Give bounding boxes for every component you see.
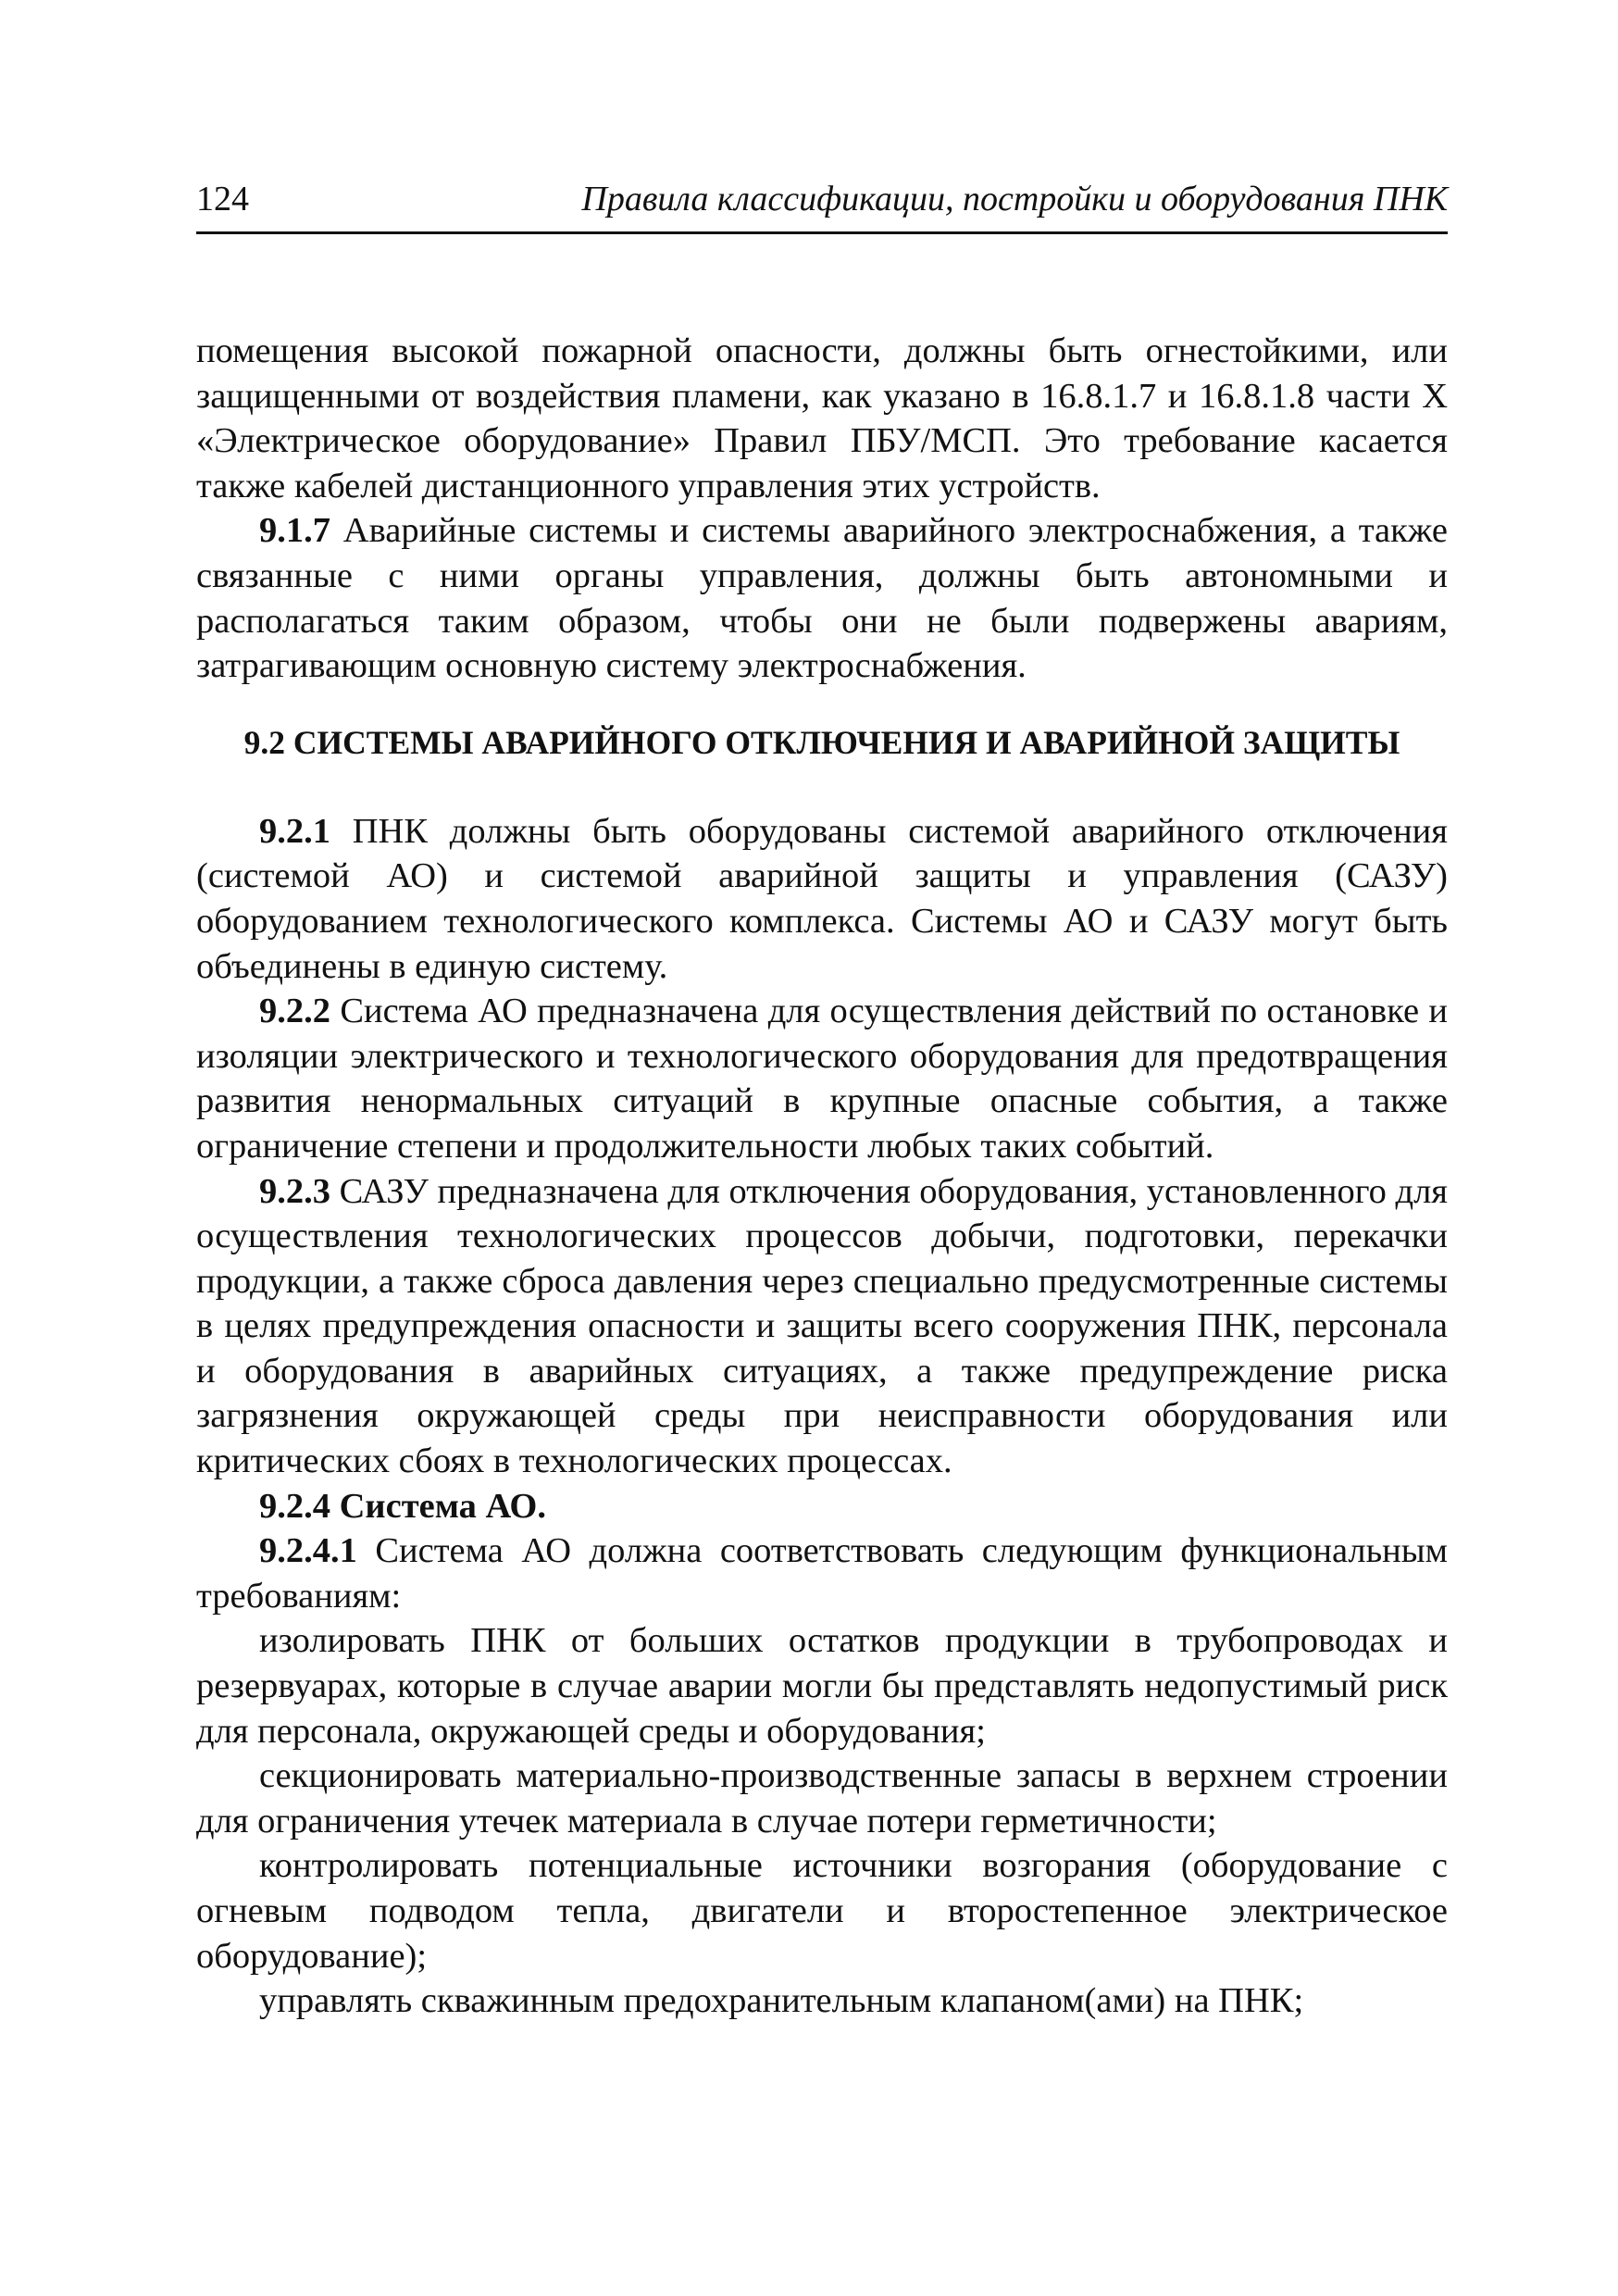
clause-text: Аварийные системы и системы аварийного электроснабжения, а также связанные с ними органы управления, должны быть автономными и располагаться таким образом, чтобы они не были подвержены авариям, затрагивающим основную систему электроснабжения. [196, 511, 1448, 686]
paragraph-9-2-4-1 [196, 1529, 1448, 1618]
paragraph-9-1-7 [196, 508, 1448, 688]
clause-number: 9.2.2 [259, 992, 330, 1031]
requirement-item: контролировать потенциальные источники возгорания (оборудование с огневым подводом тепла, двигатели и второстепенное электрическое оборудование); [196, 1846, 1448, 1976]
clause-text: Система АО должна соответствовать следующим функциональным требованиям: [196, 1531, 1448, 1616]
body-text [196, 329, 1448, 2024]
clause-text: САЗУ предназначена для отключения оборудования, установленного для осуществления технологических процессов добычи, подготовки, перекачки продукции, а также сброса давления через специально предусмотренные системы в целях предупреждения опасности и защиты всего сооружения ПНК, персонала и оборудования в аварийных ситуациях, а также предупреждение риска загрязнения окружающей среды при неисправности оборудования или критических сбоях в технологических процессах. [196, 1171, 1448, 1481]
subheading-9-2-4: 9.2.4 Система АО. [259, 1486, 546, 1526]
clause-number: 9.2.4.1 [259, 1531, 357, 1571]
requirement-item: изолировать ПНК от больших остатков продукции в трубопроводах и резервуарах, которые в случае аварии могли бы представлять недопустимый риск для персонала, окружающей среды и оборудования; [196, 1621, 1448, 1751]
running-title: Правила классификации, постройки и оборудования ПНК [581, 180, 1448, 218]
requirement-item: секционировать материально-производственные запасы в верхнем строении для ограничения утечек материала в случае потери герметичности; [196, 1756, 1448, 1841]
paragraph-9-2-3 [196, 1169, 1448, 1484]
clause-number: 9.2.1 [259, 811, 330, 851]
paragraph-9-2-2 [196, 989, 1448, 1168]
clause-number: 9.2.3 [259, 1171, 330, 1211]
paragraph-9-2-1 [196, 809, 1448, 989]
paragraph-continuation: помещения высокой пожарной опасности, должны быть огнестойкими, или защищенными от воздействия пламени, как указано в 16.8.1.7 и 16.8.1.8 части X «Электрическое оборудование» Правил ПБУ/МСП. Это требование касается также кабелей дистанционного управления этих устройств. [196, 331, 1448, 505]
section-heading: 9.2 СИСТЕМЫ АВАРИЙНОГО ОТКЛЮЧЕНИЯ И АВАРИЙНОЙ ЗАЩИТЫ [243, 723, 1400, 761]
requirement-item: управлять скважинным предохранительным клапаном(ами) на ПНК; [259, 1981, 1304, 2021]
clause-number: 9.1.7 [259, 511, 330, 551]
clause-text: ПНК должны быть оборудованы системой аварийного отключения (системой АО) и системой аварийной защиты и управления (САЗУ) оборудованием технологического комплекса. Системы АО и САЗУ могут быть объединены в единую систему. [196, 811, 1448, 986]
clause-text: Система АО предназначена для осуществления действий по остановке и изоляции электрического и технологического оборудования для предотвращения развития ненормальных ситуаций в крупные опасные события, а также ограничение степени и продолжительности любых таких событий. [196, 992, 1448, 1166]
page-header [196, 176, 1448, 234]
page-number: 124 [196, 180, 249, 218]
